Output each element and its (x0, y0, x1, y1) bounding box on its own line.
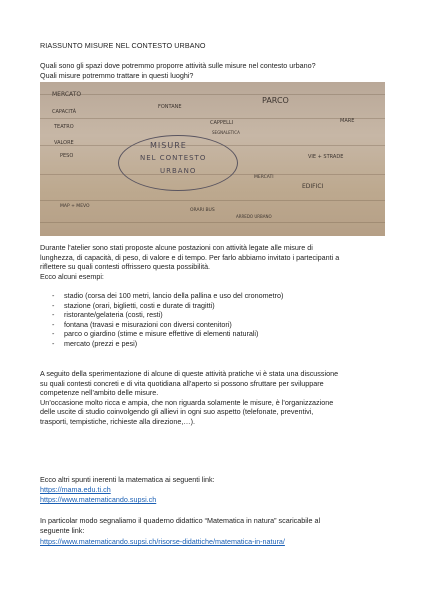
photo-label: MERCATI (254, 175, 274, 180)
photo-label: MERCATO (52, 91, 82, 98)
intro-line: Ecco alcuni esempi: (40, 271, 104, 281)
outro-line: A seguito della sperimentazione di alcune di queste attività pratiche vi è stata una discussione (40, 369, 339, 378)
photo-label: TEATRO (54, 124, 74, 130)
list-item: - ristorante/gelateria (costi, resti) (52, 310, 283, 320)
intro-paragraph (40, 243, 385, 281)
photo-label: CAPACITÀ (52, 109, 76, 115)
outro-line: Un’occasione molto ricca e ampia, che non riguarda solamente le misure, è l’organizzazione (40, 397, 334, 407)
photo-label: SEGNALETICA (212, 130, 240, 135)
outro-line: su quali contesti concreti e di vita quotidiana all’aperto si possono sfruttare per sviluppare (40, 378, 324, 388)
list-item: - stazione (orari, biglietti, costi e durate di tragitti) (52, 301, 283, 311)
links-heading: Ecco altri spunti inerenti la matematica ai seguenti link: (40, 475, 215, 484)
notebook-line: seguente link: (40, 525, 85, 535)
matematica-in-natura-link[interactable]: https://www.matematicando.supsi.ch/risorse-didattiche/matematica-in-natura/ (40, 537, 285, 546)
photo-label: ARREDO URBANO (236, 214, 272, 219)
list-item: - stadio (corsa dei 100 metri, lancio della pallina e uso del cronometro) (52, 291, 283, 301)
question-line: Quali sono gli spazi dove potremmo proporre attività sulle misure nel contesto urbano? (40, 61, 316, 70)
outro-line: trasporti, tempistiche, richieste alla direzione,…). (40, 416, 195, 426)
cardboard-photo (40, 82, 385, 236)
photo-label: CAPPELLI (210, 120, 234, 126)
matematicando-link[interactable]: https://www.matematicando.supsi.ch (40, 495, 157, 504)
outro-line: competenze nell’ambito delle misure. (40, 388, 159, 398)
photo-label: VALORE (54, 140, 74, 146)
photo-label: FONTANE (158, 104, 182, 110)
questions-paragraph (40, 61, 385, 80)
list-item: - fontana (travasi e misurazioni con diversi contenitori) (52, 320, 283, 330)
page-title: RIASSUNTO MISURE NEL CONTESTO URBANO (40, 41, 206, 50)
intro-line: Durante l’atelier sono stati proposte alcune postazioni con attività legate alle misure di (40, 243, 313, 252)
photo-ellipse-text: URBANO (160, 167, 197, 175)
intro-line: riflettere su quali contesti offrissero questa possibilità. (40, 262, 211, 272)
outro-paragraph (40, 369, 385, 427)
intro-line: lunghezza, di capacità, di peso, di valore e di tempo. Per farlo abbiamo invitato i partecipanti a (40, 252, 340, 262)
list-item: - parco o giardino (stime e misure effettive di elementi naturali) (52, 329, 283, 339)
question-line: Quali misure potremmo trattare in questi luoghi? (40, 70, 194, 80)
photo-label: PESO (60, 153, 74, 159)
notebook-paragraph (40, 516, 385, 535)
photo-label: EDIFICI (302, 183, 324, 190)
photo-label: ORARI BUS (190, 208, 215, 213)
photo-label: VIE + STRADE (308, 154, 344, 160)
examples-list (52, 291, 283, 349)
outro-line: delle uscite di studio coinvolgendo gli allievi in ogni suo aspetto (telefonate, preventivi, (40, 407, 314, 417)
photo-label: MARE (340, 118, 355, 124)
photo-ellipse-text: NEL CONTESTO (140, 154, 207, 162)
photo-label: PARCO (262, 96, 289, 105)
photo-label: MAP + MEVO (60, 204, 90, 209)
mama-link[interactable]: https://mama.edu.ti.ch (40, 485, 111, 494)
notebook-line: In particolar modo segnaliamo il quaderno didattico “Matematica in natura” scaricabile al (40, 516, 321, 525)
photo-ellipse-text: MISURE (150, 141, 187, 150)
list-item: - mercato (prezzi e pesi) (52, 339, 283, 349)
